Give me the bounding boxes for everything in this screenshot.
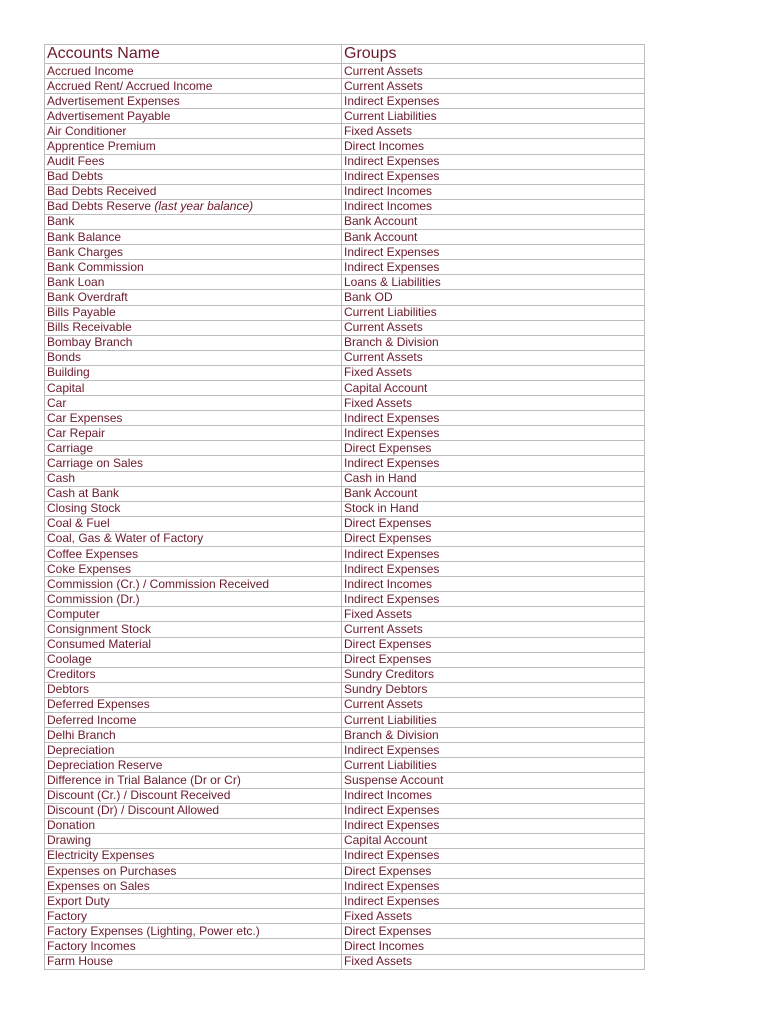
- table-row: [45, 154, 645, 169]
- table-row: [45, 682, 645, 697]
- account-group-cell: Direct Expenses: [342, 637, 645, 652]
- account-group-cell: Bank Account: [342, 486, 645, 501]
- table-row: [45, 562, 645, 577]
- account-name-cell: [45, 411, 342, 426]
- account-name-cell: [45, 335, 342, 350]
- table-row: [45, 456, 645, 471]
- account-name-cell: [45, 894, 342, 909]
- account-name: Coal, Gas & Water of Factory: [47, 531, 204, 546]
- table-row: [45, 471, 645, 486]
- account-group-cell: Direct Expenses: [342, 863, 645, 878]
- table-row: [45, 652, 645, 667]
- account-group-cell: Indirect Expenses: [342, 426, 645, 441]
- account-group-cell: Fixed Assets: [342, 909, 645, 924]
- account-name: Coolage: [47, 652, 92, 667]
- account-name: Consignment Stock: [47, 622, 152, 637]
- account-name-cell: [45, 652, 342, 667]
- account-name: Car Expenses: [47, 410, 123, 425]
- account-name: Apprentice Premium: [47, 139, 156, 154]
- account-name: Discount (Dr) / Discount Allowed: [47, 803, 220, 818]
- table-row: [45, 713, 645, 728]
- account-name-cell: [45, 924, 342, 939]
- table-row: [45, 547, 645, 562]
- account-group-cell: Current Liabilities: [342, 713, 645, 728]
- account-name: Coal & Fuel: [47, 516, 110, 531]
- account-name-cell: [45, 275, 342, 290]
- account-group-cell: Current Assets: [342, 320, 645, 335]
- table-row: [45, 275, 645, 290]
- account-group-cell: Direct Expenses: [342, 516, 645, 531]
- account-group-cell: Fixed Assets: [342, 607, 645, 622]
- account-name-cell: [45, 456, 342, 471]
- account-name: Discount (Cr.) / Discount Received: [47, 788, 231, 803]
- account-name: Bank Overdraft: [47, 289, 128, 304]
- table-row: [45, 79, 645, 94]
- account-group-cell: Direct Expenses: [342, 531, 645, 546]
- table-row: [45, 516, 645, 531]
- account-name-cell: [45, 803, 342, 818]
- account-name: Depreciation Reserve: [47, 757, 163, 772]
- account-name-cell: [45, 728, 342, 743]
- table-row: [45, 305, 645, 320]
- account-group-cell: Loans & Liabilities: [342, 275, 645, 290]
- account-name-cell: [45, 214, 342, 229]
- account-name: Accrued Rent/ Accrued Income: [47, 78, 213, 93]
- table-row: [45, 64, 645, 79]
- table-row: [45, 396, 645, 411]
- accounts-groups-table: [44, 44, 645, 970]
- account-group-cell: Direct Expenses: [342, 924, 645, 939]
- account-name: Creditors: [47, 667, 96, 682]
- account-name-cell: [45, 818, 342, 833]
- account-name: Coffee Expenses: [47, 546, 139, 561]
- account-group-cell: Fixed Assets: [342, 124, 645, 139]
- account-group-cell: Bank OD: [342, 290, 645, 305]
- account-group-cell: Capital Account: [342, 380, 645, 395]
- account-group-cell: Direct Incomes: [342, 139, 645, 154]
- account-name: Building: [47, 365, 90, 380]
- account-group-cell: Indirect Expenses: [342, 169, 645, 184]
- account-group-cell: Cash in Hand: [342, 471, 645, 486]
- account-name: Difference in Trial Balance (Dr or Cr): [47, 772, 241, 787]
- account-name-cell: [45, 758, 342, 773]
- account-name-cell: [45, 350, 342, 365]
- account-name-cell: [45, 486, 342, 501]
- account-name: Bank Loan: [47, 274, 105, 289]
- header-accounts-name: Accounts Name: [45, 45, 342, 64]
- account-group-cell: Fixed Assets: [342, 954, 645, 969]
- account-group-cell: Indirect Expenses: [342, 260, 645, 275]
- account-name: Audit Fees: [47, 154, 105, 169]
- account-group-cell: Indirect Expenses: [342, 743, 645, 758]
- table-row: [45, 350, 645, 365]
- table-row: [45, 199, 645, 214]
- account-group-cell: Current Assets: [342, 79, 645, 94]
- account-name: Bad Debts Received: [47, 184, 157, 199]
- account-name: Closing Stock: [47, 501, 121, 516]
- table-row: [45, 426, 645, 441]
- table-row: [45, 879, 645, 894]
- account-name: Bank Charges: [47, 244, 124, 259]
- table-row: [45, 214, 645, 229]
- account-name-cell: [45, 154, 342, 169]
- table-row: [45, 894, 645, 909]
- table-row: [45, 637, 645, 652]
- account-name: Carriage: [47, 440, 94, 455]
- account-name-cell: [45, 260, 342, 275]
- account-name-cell: [45, 833, 342, 848]
- table-row: [45, 230, 645, 245]
- account-name: Commission (Dr.): [47, 591, 140, 606]
- account-name-cell: [45, 139, 342, 154]
- account-name: Bills Payable: [47, 305, 116, 320]
- account-group-cell: Indirect Expenses: [342, 411, 645, 426]
- account-name: Deferred Expenses: [47, 697, 150, 712]
- account-group-cell: Capital Account: [342, 833, 645, 848]
- table-row: [45, 803, 645, 818]
- account-group-cell: Indirect Expenses: [342, 456, 645, 471]
- table-row: [45, 939, 645, 954]
- header-row: [45, 45, 645, 64]
- account-name-cell: [45, 320, 342, 335]
- account-group-cell: Indirect Incomes: [342, 788, 645, 803]
- account-name: Air Conditioner: [47, 123, 127, 138]
- account-group-cell: Bank Account: [342, 214, 645, 229]
- account-name-cell: [45, 773, 342, 788]
- account-name-cell: [45, 64, 342, 79]
- account-group-cell: Indirect Expenses: [342, 894, 645, 909]
- table-row: [45, 697, 645, 712]
- table-row: [45, 773, 645, 788]
- account-name: Bills Receivable: [47, 320, 132, 335]
- account-name: Car: [47, 395, 67, 410]
- account-group-cell: Stock in Hand: [342, 501, 645, 516]
- table-row: [45, 441, 645, 456]
- table-row: [45, 486, 645, 501]
- account-name-cell: [45, 124, 342, 139]
- account-name: Bank Commission: [47, 259, 144, 274]
- account-note: (last year balance): [154, 199, 254, 214]
- table-row: [45, 320, 645, 335]
- table-row: [45, 592, 645, 607]
- account-group-cell: Branch & Division: [342, 335, 645, 350]
- account-group-cell: Suspense Account: [342, 773, 645, 788]
- account-group-cell: Bank Account: [342, 230, 645, 245]
- account-name: Drawing: [47, 833, 92, 848]
- account-group-cell: Indirect Expenses: [342, 879, 645, 894]
- account-name: Depreciation: [47, 742, 115, 757]
- account-name-cell: [45, 426, 342, 441]
- account-name-cell: [45, 954, 342, 969]
- account-name: Export Duty: [47, 893, 110, 908]
- account-group-cell: Sundry Creditors: [342, 667, 645, 682]
- account-name: Accrued Income: [47, 63, 134, 78]
- account-group-cell: Current Liabilities: [342, 305, 645, 320]
- table-row: [45, 335, 645, 350]
- account-name-cell: [45, 939, 342, 954]
- account-name-cell: [45, 365, 342, 380]
- account-group-cell: Current Assets: [342, 622, 645, 637]
- account-group-cell: Branch & Division: [342, 728, 645, 743]
- table-row: [45, 411, 645, 426]
- account-name: Delhi Branch: [47, 727, 116, 742]
- table-row: [45, 833, 645, 848]
- account-group-cell: Indirect Expenses: [342, 245, 645, 260]
- table-row: [45, 788, 645, 803]
- account-name-cell: [45, 199, 342, 214]
- account-name: Bank: [47, 214, 75, 229]
- account-name-cell: [45, 848, 342, 863]
- account-name-cell: [45, 245, 342, 260]
- table-row: [45, 501, 645, 516]
- account-group-cell: Indirect Expenses: [342, 94, 645, 109]
- account-group-cell: Indirect Expenses: [342, 154, 645, 169]
- account-group-cell: Direct Expenses: [342, 652, 645, 667]
- account-name-cell: [45, 879, 342, 894]
- account-group-cell: Indirect Expenses: [342, 803, 645, 818]
- account-name: Bonds: [47, 350, 82, 365]
- table-row: [45, 169, 645, 184]
- account-name: Donation: [47, 818, 96, 833]
- table-row: [45, 124, 645, 139]
- account-name: Electricity Expenses: [47, 848, 155, 863]
- account-group-cell: Current Liabilities: [342, 758, 645, 773]
- account-group-cell: Fixed Assets: [342, 396, 645, 411]
- table-row: [45, 245, 645, 260]
- account-name: Debtors: [47, 682, 90, 697]
- account-name-cell: [45, 577, 342, 592]
- account-name: Expenses on Purchases: [47, 863, 177, 878]
- account-name-cell: [45, 547, 342, 562]
- account-name-cell: [45, 109, 342, 124]
- account-name: Commission (Cr.) / Commission Received: [47, 576, 270, 591]
- account-name-cell: [45, 290, 342, 305]
- account-group-cell: Direct Expenses: [342, 441, 645, 456]
- table-row: [45, 577, 645, 592]
- account-group-cell: Indirect Expenses: [342, 818, 645, 833]
- account-name: Bank Balance: [47, 229, 122, 244]
- account-group-cell: Indirect Expenses: [342, 848, 645, 863]
- account-name-cell: [45, 788, 342, 803]
- account-group-cell: Indirect Expenses: [342, 592, 645, 607]
- account-name: Bad Debts: [47, 169, 104, 184]
- account-name-cell: [45, 682, 342, 697]
- account-name-cell: [45, 516, 342, 531]
- table-row: [45, 184, 645, 199]
- table-row: [45, 758, 645, 773]
- table-row: [45, 531, 645, 546]
- account-name: Coke Expenses: [47, 561, 132, 576]
- table-row: [45, 728, 645, 743]
- account-name-cell: [45, 501, 342, 516]
- account-name: Farm House: [47, 954, 114, 969]
- account-name: Deferred Income: [47, 712, 137, 727]
- table-row: [45, 924, 645, 939]
- table-row: [45, 863, 645, 878]
- account-name: Advertisement Payable: [47, 108, 171, 123]
- account-name-cell: [45, 79, 342, 94]
- account-name-cell: [45, 667, 342, 682]
- account-name-cell: [45, 743, 342, 758]
- account-name-cell: [45, 471, 342, 486]
- account-group-cell: Sundry Debtors: [342, 682, 645, 697]
- table-row: [45, 290, 645, 305]
- table-row: [45, 607, 645, 622]
- account-name-cell: [45, 380, 342, 395]
- account-name: Cash at Bank: [47, 486, 120, 501]
- account-name-cell: [45, 592, 342, 607]
- account-name: Factory: [47, 908, 88, 923]
- account-name-cell: [45, 441, 342, 456]
- table-row: [45, 954, 645, 969]
- account-name-cell: [45, 531, 342, 546]
- account-name-cell: [45, 184, 342, 199]
- account-name: Factory Incomes: [47, 938, 136, 953]
- account-name-cell: [45, 94, 342, 109]
- table-row: [45, 260, 645, 275]
- account-name: Advertisement Expenses: [47, 93, 180, 108]
- account-group-cell: Indirect Incomes: [342, 199, 645, 214]
- header-groups: Groups: [342, 45, 645, 64]
- table-row: [45, 667, 645, 682]
- account-name: Cash: [47, 471, 76, 486]
- account-name-cell: [45, 607, 342, 622]
- account-name-cell: [45, 305, 342, 320]
- account-name: Computer: [47, 606, 100, 621]
- account-name-cell: [45, 697, 342, 712]
- table-row: [45, 622, 645, 637]
- account-name-cell: [45, 562, 342, 577]
- account-name-cell: [45, 169, 342, 184]
- table-row: [45, 94, 645, 109]
- table-row: [45, 139, 645, 154]
- account-group-cell: Fixed Assets: [342, 365, 645, 380]
- account-group-cell: Indirect Expenses: [342, 547, 645, 562]
- account-name: Car Repair: [47, 425, 106, 440]
- account-name-cell: [45, 637, 342, 652]
- account-name: Factory Expenses (Lighting, Power etc.): [47, 923, 260, 938]
- account-name-cell: [45, 622, 342, 637]
- table-row: [45, 380, 645, 395]
- account-group-cell: Current Assets: [342, 697, 645, 712]
- account-name-cell: [45, 713, 342, 728]
- account-group-cell: Current Assets: [342, 64, 645, 79]
- account-name-cell: [45, 396, 342, 411]
- table-row: [45, 109, 645, 124]
- account-group-cell: Indirect Incomes: [342, 184, 645, 199]
- table-row: [45, 365, 645, 380]
- account-name: Bad Debts Reserve: [47, 199, 152, 214]
- table-row: [45, 848, 645, 863]
- table-row: [45, 909, 645, 924]
- account-group-cell: Direct Incomes: [342, 939, 645, 954]
- table-body: [45, 64, 645, 970]
- account-name: Expenses on Sales: [47, 878, 150, 893]
- account-name-cell: [45, 909, 342, 924]
- account-group-cell: Current Liabilities: [342, 109, 645, 124]
- table-row: [45, 818, 645, 833]
- account-name-cell: [45, 230, 342, 245]
- account-name: Consumed Material: [47, 637, 152, 652]
- table-row: [45, 743, 645, 758]
- account-name-cell: [45, 863, 342, 878]
- account-name: Bombay Branch: [47, 335, 133, 350]
- account-name: Carriage on Sales: [47, 455, 144, 470]
- account-name: Capital: [47, 380, 85, 395]
- account-group-cell: Indirect Expenses: [342, 562, 645, 577]
- account-group-cell: Indirect Incomes: [342, 577, 645, 592]
- account-group-cell: Current Assets: [342, 350, 645, 365]
